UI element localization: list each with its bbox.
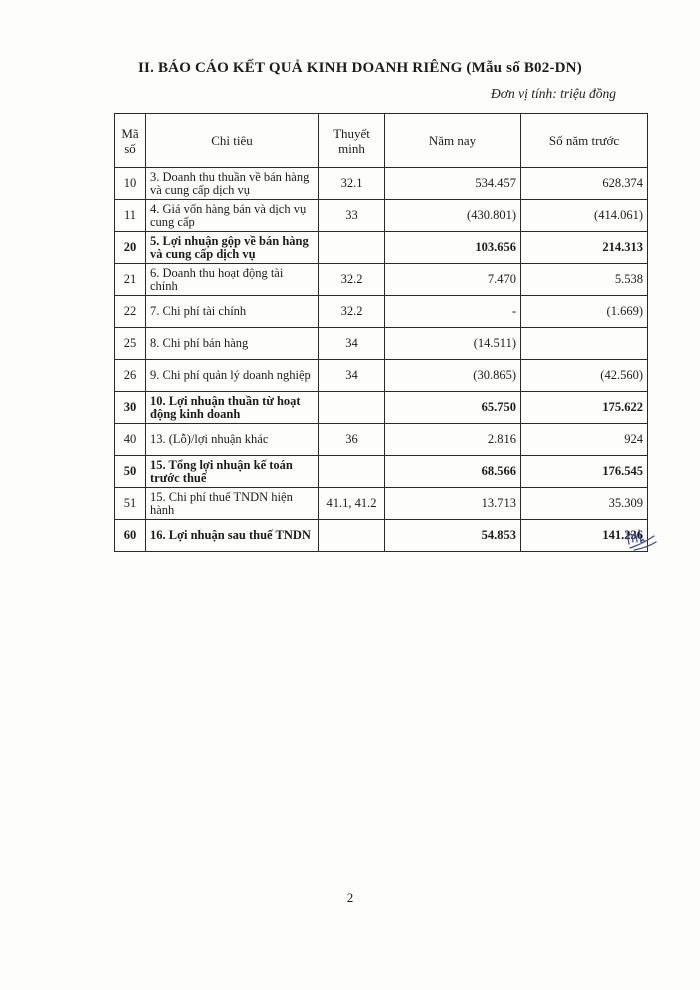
row-previous-year (521, 328, 648, 360)
row-previous-year: 35.309 (521, 488, 648, 520)
row-current-year: 103.656 (385, 232, 521, 264)
table-row (115, 264, 648, 296)
row-item: 10. Lợi nhuận thuần từ hoạt động kinh doanh (146, 392, 319, 424)
table-row (115, 488, 648, 520)
header-current-year: Năm nay (385, 114, 521, 168)
row-note: 36 (319, 424, 385, 456)
row-current-year: 13.713 (385, 488, 521, 520)
table-row (115, 328, 648, 360)
row-code: 20 (115, 232, 146, 264)
row-note (319, 232, 385, 264)
signature-initials-icon (624, 524, 660, 554)
table-row (115, 424, 648, 456)
row-note: 32.2 (319, 296, 385, 328)
header-code: Mã số (115, 114, 146, 168)
income-statement-table (114, 113, 648, 552)
table-row (115, 296, 648, 328)
row-previous-year: 924 (521, 424, 648, 456)
row-previous-year: 175.622 (521, 392, 648, 424)
row-item: 9. Chi phí quản lý doanh nghiệp (146, 360, 319, 392)
row-code: 11 (115, 200, 146, 232)
row-current-year: 65.750 (385, 392, 521, 424)
row-current-year: (14.511) (385, 328, 521, 360)
row-note: 34 (319, 328, 385, 360)
row-current-year: 68.566 (385, 456, 521, 488)
header-note: Thuyết minh (319, 114, 385, 168)
row-current-year: (30.865) (385, 360, 521, 392)
page-number: 2 (346, 890, 354, 905)
table-row (115, 200, 648, 232)
row-previous-year: 5.538 (521, 264, 648, 296)
row-code: 10 (115, 168, 146, 200)
row-current-year: 54.853 (385, 520, 521, 552)
row-code: 50 (115, 456, 146, 488)
row-item: 6. Doanh thu hoạt động tài chính (146, 264, 319, 296)
table-row (115, 392, 648, 424)
row-item: 8. Chi phí bán hàng (146, 328, 319, 360)
row-code: 25 (115, 328, 146, 360)
row-current-year: 7.470 (385, 264, 521, 296)
row-item: 7. Chi phí tài chính (146, 296, 319, 328)
row-note: 32.2 (319, 264, 385, 296)
row-code: 60 (115, 520, 146, 552)
row-current-year: (430.801) (385, 200, 521, 232)
table-row (115, 360, 648, 392)
row-note (319, 520, 385, 552)
row-current-year: - (385, 296, 521, 328)
row-current-year: 2.816 (385, 424, 521, 456)
row-item: 3. Doanh thu thuần về bán hàng và cung cấp dịch vụ (146, 168, 319, 200)
row-previous-year: (414.061) (521, 200, 648, 232)
row-note: 32.1 (319, 168, 385, 200)
row-previous-year: 628.374 (521, 168, 648, 200)
row-code: 26 (115, 360, 146, 392)
table-row (115, 232, 648, 264)
row-code: 21 (115, 264, 146, 296)
header-item: Chỉ tiêu (146, 114, 319, 168)
row-item: 5. Lợi nhuận gộp về bán hàng và cung cấp dịch vụ (146, 232, 319, 264)
row-note (319, 456, 385, 488)
row-note: 34 (319, 360, 385, 392)
row-item: 4. Giá vốn hàng bán và dịch vụ cung cấp (146, 200, 319, 232)
table-row (115, 168, 648, 200)
row-item: 15. Chi phí thuế TNDN hiện hành (146, 488, 319, 520)
report-title: II. BÁO CÁO KẾT QUẢ KINH DOANH RIÊNG (Mẫu số B02-DN) (138, 60, 582, 76)
row-previous-year: (1.669) (521, 296, 648, 328)
row-code: 51 (115, 488, 146, 520)
unit-label: Đơn vị tính: triệu đồng (491, 86, 616, 101)
table-row (115, 520, 648, 552)
row-previous-year: (42.560) (521, 360, 648, 392)
row-code: 40 (115, 424, 146, 456)
row-previous-year: 214.313 (521, 232, 648, 264)
row-note (319, 392, 385, 424)
row-code: 22 (115, 296, 146, 328)
row-item: 13. (Lỗ)/lợi nhuận khác (146, 424, 319, 456)
row-code: 30 (115, 392, 146, 424)
row-item: 16. Lợi nhuận sau thuế TNDN (146, 520, 319, 552)
table-header-row (115, 114, 648, 168)
table-row (115, 456, 648, 488)
row-item: 15. Tổng lợi nhuận kế toán trước thuế (146, 456, 319, 488)
row-note: 41.1, 41.2 (319, 488, 385, 520)
row-note: 33 (319, 200, 385, 232)
row-previous-year: 141.236 (521, 520, 648, 552)
header-previous-year: Số năm trước (521, 114, 648, 168)
row-previous-year: 176.545 (521, 456, 648, 488)
row-current-year: 534.457 (385, 168, 521, 200)
